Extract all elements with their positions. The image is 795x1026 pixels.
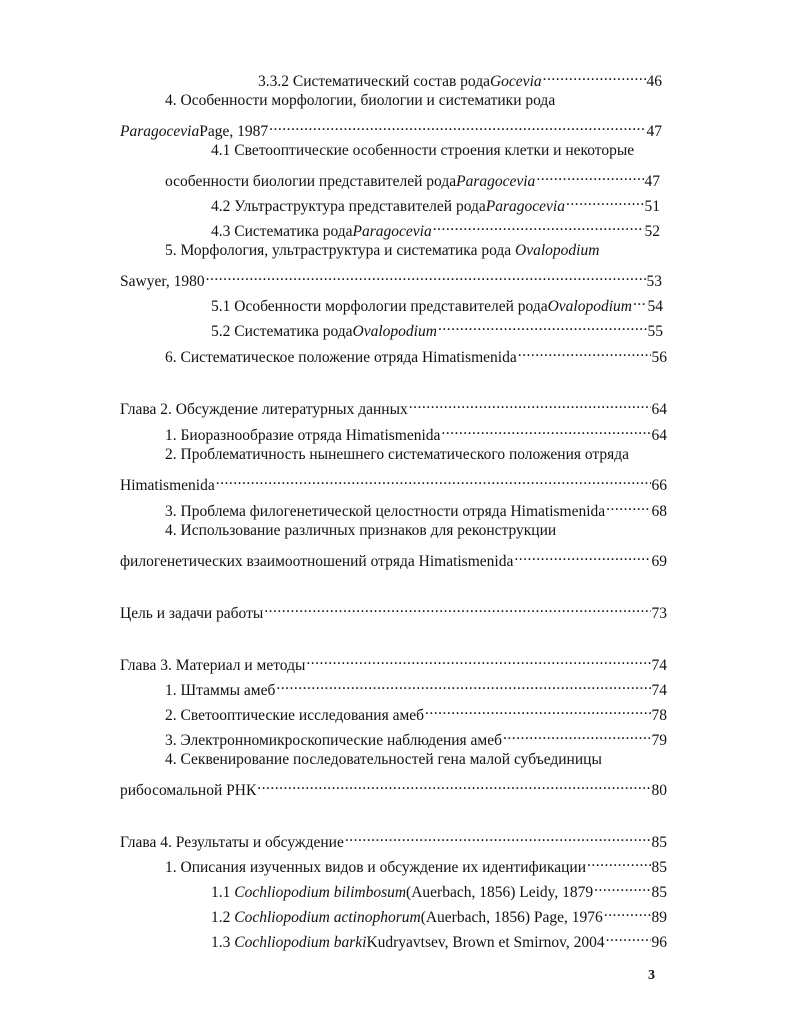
toc-entry-5-line1[interactable]: 5. Морфология, ультраструктура и систематика рода Ovalopodium <box>165 242 600 259</box>
page-ref: 79 <box>651 732 667 749</box>
toc-entry-ch2-2-line1[interactable]: 2. Проблематичность нынешнего систематического положения отряда <box>165 446 630 463</box>
dot-leader <box>594 877 650 897</box>
dot-leader <box>257 775 650 795</box>
toc-entry-4-1[interactable]: особенности биологии представителей рода Paragocevia ..... 47 <box>165 166 660 186</box>
dot-leader <box>604 902 651 922</box>
page-ref: 64 <box>651 427 667 444</box>
page-ref: 46 <box>646 73 662 90</box>
dot-leader <box>409 394 651 414</box>
toc-entry-ch2-3[interactable]: 3. Проблема филогенетической целостности отряда Himatismenida ..... 68 <box>165 496 667 516</box>
dot-leader <box>441 420 650 440</box>
dot-leader <box>269 116 645 136</box>
toc-entry-ch3-3[interactable]: 3. Электронномикроскопические наблюдения амеб ..... 79 <box>165 725 667 745</box>
page-ref: 74 <box>651 657 667 674</box>
toc-entry-4-1-line1[interactable]: 4.1 Светооптические особенности строения клетки и некоторые <box>211 142 635 159</box>
toc-entry-ch3-4-line1[interactable]: 4. Секвенирование последовательностей гена малой субъединицы <box>165 751 602 768</box>
toc-chapter-2[interactable]: Глава 2. Обсуждение литературных данных ..... 64 <box>120 394 667 414</box>
toc-entry-4-2[interactable]: 4.2 Ультраструктура представителей рода Paragocevia ..... 51 <box>211 191 660 211</box>
page-ref: 85 <box>651 834 667 851</box>
toc-entry-5-2[interactable]: 5.2 Систематика рода Ovalopodium ..... 55 <box>211 316 663 336</box>
dot-leader <box>345 827 651 847</box>
page-ref: 68 <box>651 503 667 520</box>
dot-leader <box>425 700 650 720</box>
toc-entry-4-line1[interactable]: 4. Особенности морфологии, биологии и систематики рода <box>165 92 556 109</box>
toc-entry-ch2-1[interactable]: 1. Биоразнообразие отряда Himatismenida ..... 64 <box>165 420 667 440</box>
page-ref: 55 <box>647 323 663 340</box>
dot-leader <box>514 546 650 566</box>
toc-entry-ch3-4[interactable]: рибосомальной РНК ..... 80 <box>120 775 667 795</box>
page-ref: 89 <box>651 909 667 926</box>
dot-leader <box>433 216 644 236</box>
page-ref: 85 <box>651 884 667 901</box>
toc-entry-ch2-4[interactable]: филогенетических взаимоотношений отряда Himatismenida ..... 69 <box>120 546 667 566</box>
toc-chapter-3[interactable]: Глава 3. Материал и методы ..... 74 <box>120 650 667 670</box>
dot-leader <box>606 496 650 516</box>
page-ref: 85 <box>651 859 667 876</box>
toc-entry-4[interactable]: Paragocevia Page, 1987 ..... 47 <box>120 116 662 136</box>
page-ref: 69 <box>651 553 667 570</box>
page-ref: 64 <box>651 401 667 418</box>
dot-leader <box>587 852 650 872</box>
page-ref: 73 <box>651 605 667 622</box>
page-ref: 56 <box>651 349 667 366</box>
page-ref: 47 <box>644 173 660 190</box>
page-ref: 80 <box>651 782 667 799</box>
page-ref: 66 <box>651 477 667 494</box>
dot-leader <box>518 342 651 362</box>
toc-entry-ch4-1-3[interactable]: 1.3 Cochliopodium barki Kudryavtsev, Brown et Smirnov, 2004 ..... 96 <box>211 927 667 947</box>
toc-entry-4-3[interactable]: 4.3 Систематика рода Paragocevia ..... 52 <box>211 216 660 236</box>
page-ref: 54 <box>647 298 663 315</box>
dot-leader <box>306 650 650 670</box>
page-ref: 52 <box>644 223 660 240</box>
page-ref: 47 <box>646 123 662 140</box>
dot-leader <box>536 166 643 186</box>
dot-leader <box>606 927 651 947</box>
toc-entry-ch3-2[interactable]: 2. Светооптические исследования амеб ..... 78 <box>165 700 667 720</box>
toc-entry-ch4-1-1[interactable]: 1.1 Cochliopodium bilimbosum (Auerbach, 1856) Leidy, 1879 ..... 85 <box>211 877 667 897</box>
dot-leader <box>276 675 650 695</box>
dot-leader <box>206 266 646 286</box>
dot-leader <box>438 316 647 336</box>
toc-entry-5-1[interactable]: 5.1 Особенности морфологии представителей рода Ovalopodium ..... 54 <box>211 291 663 311</box>
toc-entry-6[interactable]: 6. Систематическое положение отряда Himatismenida ..... 56 <box>165 342 667 362</box>
dot-leader <box>216 470 651 490</box>
page-ref: 78 <box>651 707 667 724</box>
toc-entry-ch3-1[interactable]: 1. Штаммы амеб ..... 74 <box>165 675 667 695</box>
toc-entry-5[interactable]: Sawyer, 1980 ..... 53 <box>120 266 662 286</box>
toc-entry-ch4-1[interactable]: 1. Описания изученных видов и обсуждение их идентификации ..... 85 <box>165 852 667 872</box>
toc-entry-ch2-4-line1[interactable]: 4. Использование различных признаков для реконструкции <box>165 522 557 539</box>
dot-leader <box>566 191 644 211</box>
toc-chapter-4[interactable]: Глава 4. Результаты и обсуждение ..... 85 <box>120 827 667 847</box>
page-ref: 96 <box>651 934 667 951</box>
page-ref: 74 <box>651 682 667 699</box>
dot-leader <box>503 725 651 745</box>
toc-entry-ch2-2[interactable]: Himatismenida ..... 66 <box>120 470 667 490</box>
page-number: 3 <box>648 968 655 983</box>
page-ref: 53 <box>646 273 662 290</box>
toc-entry-3-3-2[interactable]: 3.3.2 Систематический состав рода Gocevia ..... 46 <box>258 66 662 86</box>
dot-leader <box>264 598 650 618</box>
toc-goals[interactable]: Цель и задачи работы ..... 73 <box>120 598 667 618</box>
toc-entry-ch4-1-2[interactable]: 1.2 Cochliopodium actinophorum (Auerbach, 1856) Page, 1976 ..... 89 <box>211 902 667 922</box>
dot-leader <box>633 291 647 311</box>
dot-leader <box>543 66 646 86</box>
page-ref: 51 <box>644 198 660 215</box>
